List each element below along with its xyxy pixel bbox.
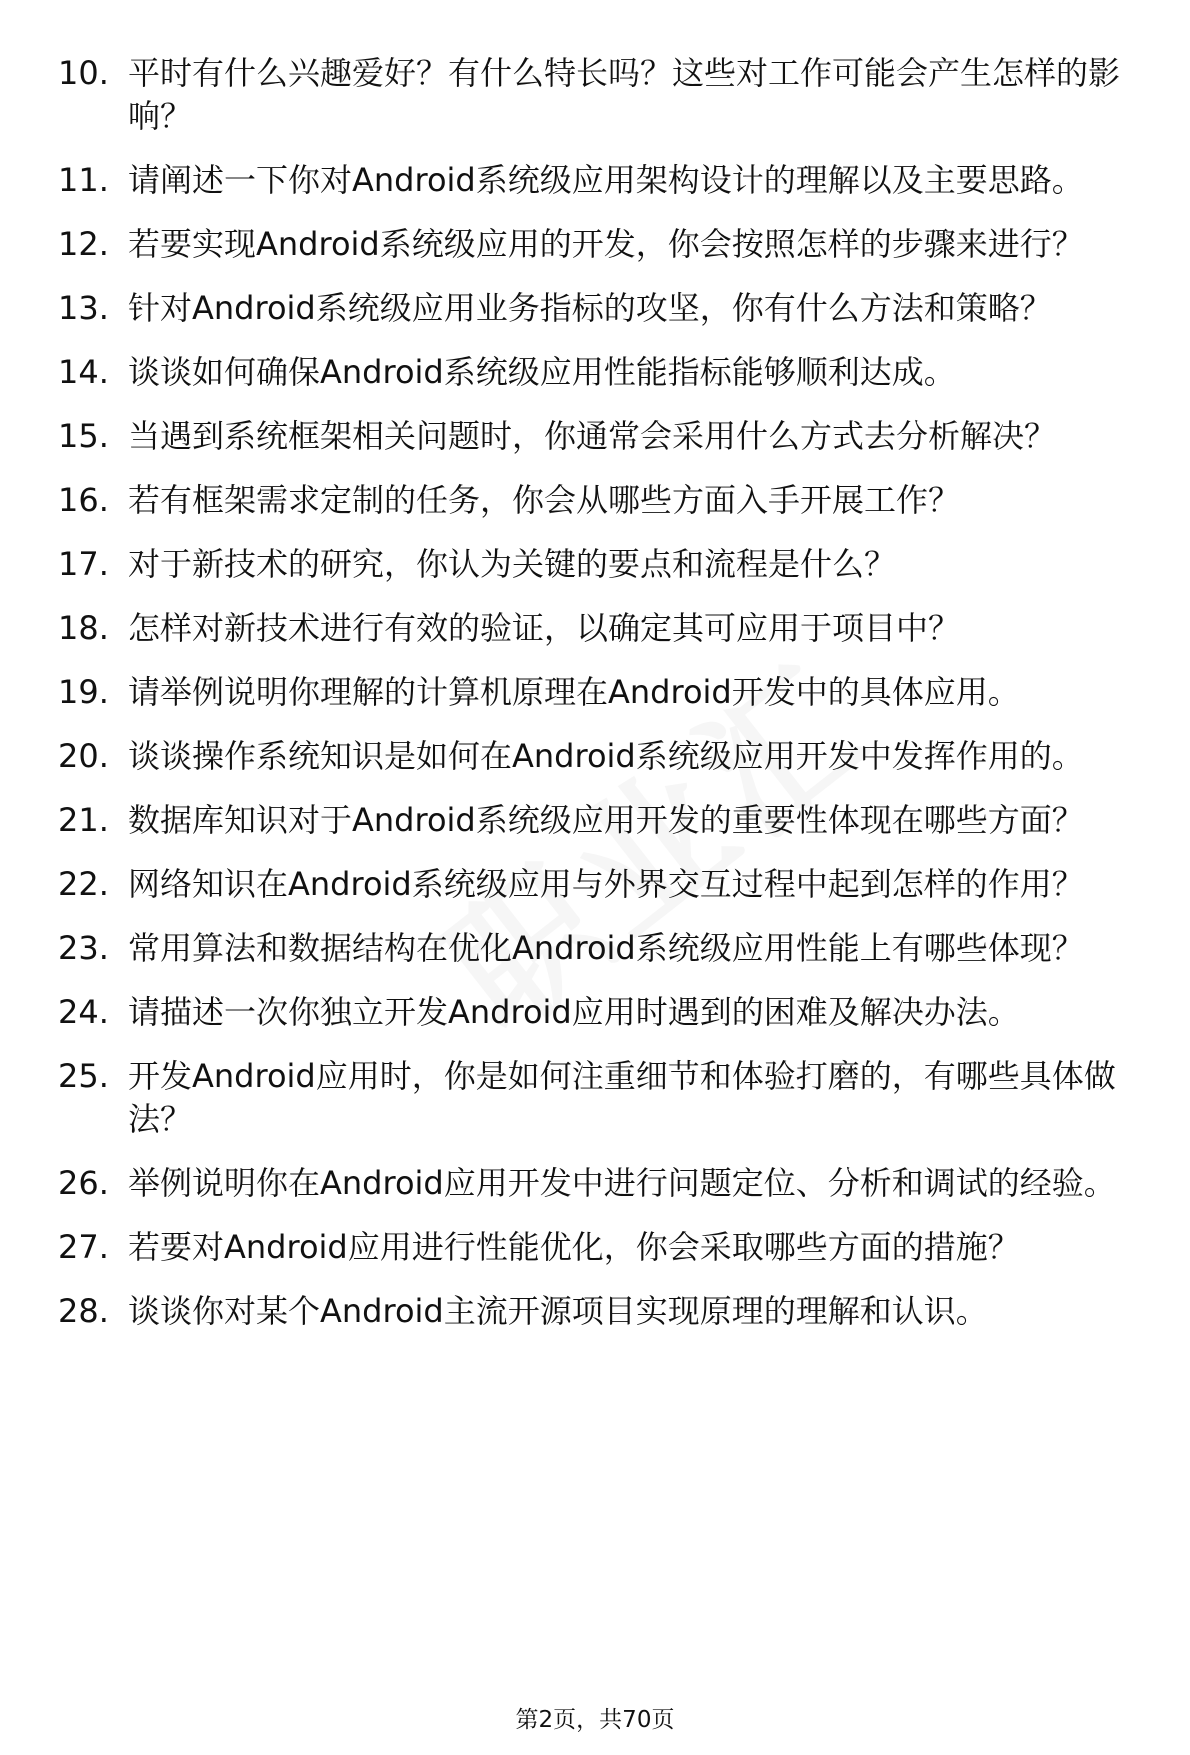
question-number: 24. — [58, 993, 109, 1031]
question-text: 开发Android应用时，你是如何注重细节和体验打磨的，有哪些具体做法？ — [128, 1057, 1116, 1138]
question-text: 怎样对新技术进行有效的验证，以确定其可应用于项目中？ — [128, 609, 961, 647]
question-number: 23. — [58, 929, 109, 967]
question-number: 27. — [58, 1228, 109, 1266]
question-item — [58, 1226, 1158, 1269]
question-item — [58, 671, 1158, 714]
question-text: 当遇到系统框架相关问题时，你通常会采用什么方式去分析解决？ — [128, 417, 1057, 455]
question-list — [58, 52, 1158, 1354]
question-item — [58, 799, 1158, 842]
question-text: 对于新技术的研究，你认为关键的要点和流程是什么？ — [128, 545, 897, 583]
question-text: 针对Android系统级应用业务指标的攻坚，你有什么方法和策略？ — [128, 289, 1052, 327]
question-text: 请阐述一下你对Android系统级应用架构设计的理解以及主要思路。 — [128, 161, 1084, 199]
question-item — [58, 415, 1158, 458]
question-number: 10. — [58, 54, 109, 92]
question-number: 14. — [58, 353, 109, 391]
question-text: 谈谈如何确保Android系统级应用性能指标能够顺利达成。 — [128, 353, 956, 391]
question-item — [58, 159, 1158, 202]
question-number: 22. — [58, 865, 109, 903]
question-number: 19. — [58, 673, 109, 711]
question-item — [58, 1290, 1158, 1333]
question-item — [58, 927, 1158, 970]
question-number: 13. — [58, 289, 109, 327]
question-item — [58, 351, 1158, 394]
question-item — [58, 543, 1158, 586]
question-text: 请描述一次你独立开发Android应用时遇到的困难及解决办法。 — [128, 993, 1020, 1031]
question-item — [58, 287, 1158, 330]
page-number-label: 第2页，共70页 — [515, 1707, 675, 1733]
question-number: 16. — [58, 481, 109, 519]
question-number: 11. — [58, 161, 109, 199]
question-text: 若有框架需求定制的任务，你会从哪些方面入手开展工作？ — [128, 481, 961, 519]
question-text: 请举例说明你理解的计算机原理在Android开发中的具体应用。 — [128, 673, 1020, 711]
question-text: 常用算法和数据结构在优化Android系统级应用性能上有哪些体现？ — [128, 929, 1084, 967]
question-text: 谈谈操作系统知识是如何在Android系统级应用开发中发挥作用的。 — [128, 737, 1084, 775]
question-item — [58, 223, 1158, 266]
page-footer — [0, 1705, 1190, 1735]
question-item — [58, 1162, 1158, 1205]
question-number: 17. — [58, 545, 109, 583]
question-number: 21. — [58, 801, 109, 839]
question-text: 网络知识在Android系统级应用与外界交互过程中起到怎样的作用？ — [128, 865, 1084, 903]
question-item — [58, 479, 1158, 522]
question-item — [58, 735, 1158, 778]
question-item — [58, 607, 1158, 650]
question-number: 20. — [58, 737, 109, 775]
question-number: 18. — [58, 609, 109, 647]
question-text: 举例说明你在Android应用开发中进行问题定位、分析和调试的经验。 — [128, 1164, 1116, 1202]
question-text: 若要实现Android系统级应用的开发，你会按照怎样的步骤来进行？ — [128, 225, 1084, 263]
question-number: 12. — [58, 225, 109, 263]
question-text: 谈谈你对某个Android主流开源项目实现原理的理解和认识。 — [128, 1292, 988, 1330]
question-number: 28. — [58, 1292, 109, 1330]
question-number: 26. — [58, 1164, 109, 1202]
question-text: 若要对Android应用进行性能优化，你会采取哪些方面的措施？ — [128, 1228, 1020, 1266]
question-number: 15. — [58, 417, 109, 455]
question-number: 25. — [58, 1057, 109, 1095]
question-item — [58, 52, 1158, 138]
question-item — [58, 991, 1158, 1034]
question-item — [58, 863, 1158, 906]
question-text: 数据库知识对于Android系统级应用开发的重要性体现在哪些方面？ — [128, 801, 1084, 839]
question-text: 平时有什么兴趣爱好？有什么特长吗？这些对工作可能会产生怎样的影响？ — [128, 54, 1121, 135]
question-item — [58, 1055, 1158, 1141]
